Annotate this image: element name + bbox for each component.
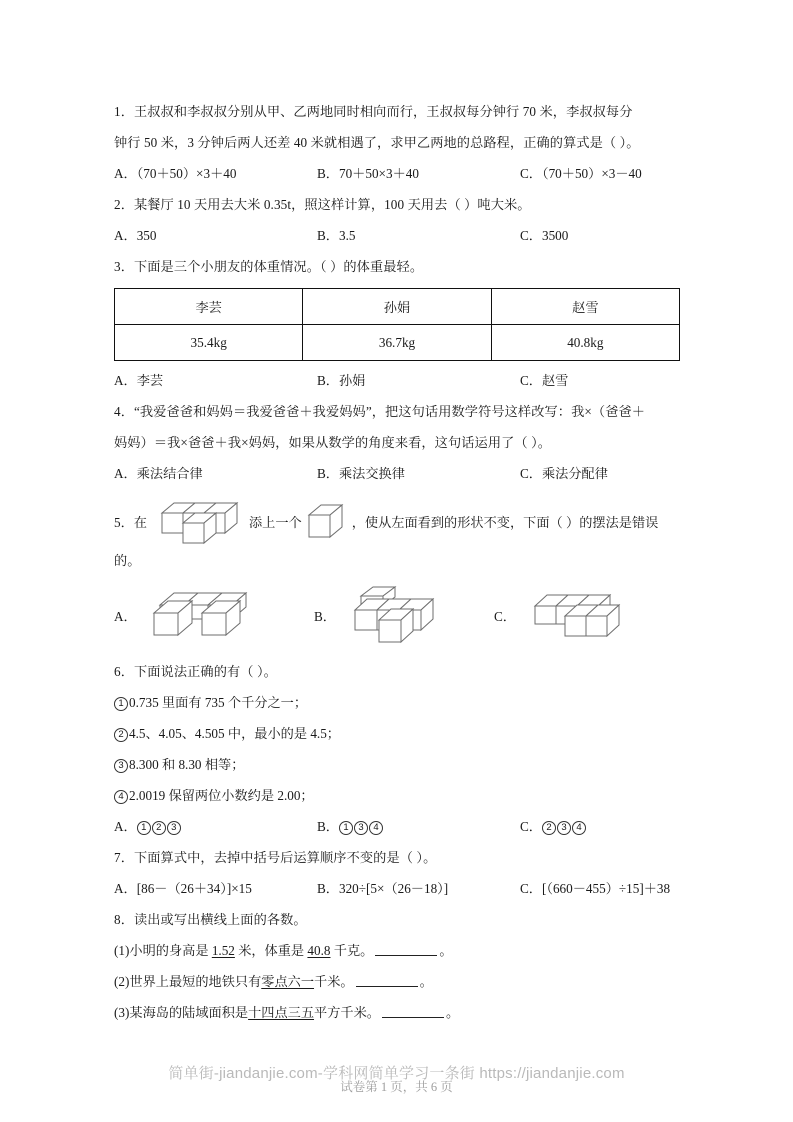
question-6-option-b-label: B． bbox=[317, 819, 339, 834]
question-7-option-b[interactable]: B．320÷[5×（26－18）] bbox=[317, 881, 449, 896]
question-5-stem-line2: 的。 bbox=[114, 553, 141, 568]
answer-blank[interactable] bbox=[382, 1005, 444, 1018]
question-2-option-a[interactable]: A．350 bbox=[114, 228, 157, 243]
question-7-options bbox=[114, 873, 680, 904]
question-6 bbox=[114, 656, 680, 842]
question-3 bbox=[114, 251, 680, 396]
question-1-option-b[interactable]: B．70＋50×3＋40 bbox=[317, 166, 419, 181]
table-row-names bbox=[115, 289, 680, 325]
circled-number-icon: 3 bbox=[354, 821, 368, 835]
single-cube-icon bbox=[305, 501, 349, 543]
question-8-subitem-1-underlined-2: 40.8 bbox=[307, 943, 331, 958]
question-6-stem: 6．下面说法正确的有（ ）。 bbox=[114, 664, 277, 679]
question-8-subitem-1-prefix: (1)小明的身高是 bbox=[114, 943, 212, 958]
question-8-subitem-3-underlined-1: 十四点三五 bbox=[248, 1005, 315, 1020]
question-6-item-1-text: 0.735 里面有 735 个千分之一； bbox=[129, 695, 308, 710]
question-1-stem-line1: 1．王叔叔和李叔叔分别从甲、乙两地同时相向而行，王叔叔每分钟行 70 米，李叔叔每分 bbox=[114, 104, 633, 119]
answer-blank[interactable] bbox=[375, 943, 437, 956]
question-4-stem-line1: 4．“我爱爸爸和妈妈＝我爱爸爸＋我爱妈妈”，把这句话用数学符号这样改写：我×（爸爸＋ bbox=[114, 404, 646, 419]
question-3-stem: 3．下面是三个小朋友的体重情况。（ ）的体重最轻。 bbox=[114, 259, 424, 274]
question-3-options bbox=[114, 365, 680, 396]
question-8-subitem-2 bbox=[114, 966, 680, 997]
question-6-option-c[interactable] bbox=[520, 811, 680, 842]
question-5-option-b[interactable] bbox=[314, 584, 494, 646]
question-6-options bbox=[114, 811, 680, 842]
question-1-option-a[interactable]: A．（70＋50）×3＋40 bbox=[114, 166, 237, 181]
answer-blank[interactable] bbox=[356, 974, 418, 987]
question-6-option-b[interactable] bbox=[317, 811, 520, 842]
question-8-subitem-2-underlined-1: 零点六一 bbox=[261, 974, 315, 989]
option-b-cube-figure-icon bbox=[345, 584, 455, 646]
question-2-option-b[interactable]: B．3.5 bbox=[317, 228, 356, 243]
question-4-option-b[interactable]: B．乘法交换律 bbox=[317, 466, 405, 481]
question-5-stem-suffix: ，使从左面看到的形状不变，下面（ ）的摆法是错误 bbox=[351, 514, 659, 530]
three-cube-l-shape-icon bbox=[150, 499, 246, 545]
circled-number-1-icon: 1 bbox=[114, 697, 128, 711]
question-8-subitem-3-tail: 。 bbox=[445, 1005, 460, 1020]
circled-number-icon: 3 bbox=[167, 821, 181, 835]
question-6-option-a[interactable] bbox=[114, 811, 317, 842]
table-cell-weight-1: 35.4kg bbox=[115, 325, 303, 361]
question-6-item-2 bbox=[114, 718, 680, 749]
question-5-option-c-label: C． bbox=[494, 608, 516, 624]
table-cell-name-1: 李芸 bbox=[115, 289, 303, 325]
question-8-subitem-2-prefix: (2)世界上最短的地铁只有 bbox=[114, 974, 262, 989]
question-8-subitem-1-tail: 。 bbox=[439, 943, 453, 958]
question-5-options bbox=[114, 584, 680, 646]
question-8-subitem-3 bbox=[114, 997, 680, 1028]
question-8-subitem-3-suffix: 平方千米。 bbox=[314, 1005, 380, 1020]
circled-number-icon: 3 bbox=[557, 821, 571, 835]
question-3-option-c[interactable]: C．赵雪 bbox=[520, 373, 569, 388]
question-2-stem: 2．某餐厅 10 天用去大米 0.35t，照这样计算，100 天用去（ ）吨大米。 bbox=[114, 197, 531, 212]
question-1-options bbox=[114, 158, 680, 189]
question-8-stem: 8．读出或写出横线上面的各数。 bbox=[114, 912, 307, 927]
footer-watermark: 简单街-jiandanjie.com-学科网简单学习一条街 https://jiandanjie.com bbox=[168, 1065, 625, 1082]
question-5-option-a[interactable] bbox=[114, 587, 314, 643]
footer-page-indicator: 试卷第 1 页，共 6 页 bbox=[340, 1080, 453, 1094]
question-8-subitem-1 bbox=[114, 935, 680, 966]
question-5-stem-mid: 添上一个 bbox=[248, 514, 302, 530]
question-3-option-b[interactable]: B．孙娟 bbox=[317, 373, 366, 388]
question-7-stem: 7．下面算式中，去掉中括号后运算顺序不变的是（ ）。 bbox=[114, 850, 437, 865]
option-c-cube-figure-icon bbox=[525, 588, 641, 642]
question-7-option-c[interactable]: C．[（660－455）÷15]＋38 bbox=[520, 881, 671, 896]
circled-number-icon: 4 bbox=[572, 821, 586, 835]
circled-number-icon: 4 bbox=[369, 821, 383, 835]
question-6-item-1 bbox=[114, 687, 680, 718]
option-a-cube-figure-icon bbox=[146, 587, 258, 643]
question-5-stem-row bbox=[114, 499, 680, 545]
table-row-weights bbox=[115, 325, 680, 361]
question-1-stem-line2: 钟行 50 米，3 分钟后两人还差 40 米就相遇了，求甲乙两地的总路程，正确的算式是（ ）。 bbox=[114, 135, 640, 150]
question-4 bbox=[114, 396, 680, 489]
question-4-stem-line2: 妈妈）＝我×爸爸＋我×妈妈，如果从数学的角度来看，这句话运用了（ ）。 bbox=[114, 435, 552, 450]
circled-number-icon: 1 bbox=[339, 821, 353, 835]
question-4-option-a[interactable]: A．乘法结合律 bbox=[114, 466, 203, 481]
question-8-subitem-1-mid: 米，体重是 bbox=[234, 943, 308, 958]
table-cell-name-2: 孙娟 bbox=[303, 289, 491, 325]
question-5-option-b-label: B． bbox=[314, 608, 336, 624]
circled-number-3-icon: 3 bbox=[114, 759, 128, 773]
question-8-subitem-3-prefix: (3)某海岛的陆域面积是 bbox=[114, 1005, 249, 1020]
question-2-option-c[interactable]: C．3500 bbox=[520, 228, 569, 243]
question-3-option-a[interactable]: A．李芸 bbox=[114, 373, 164, 388]
question-4-option-c[interactable]: C．乘法分配律 bbox=[520, 466, 608, 481]
question-4-options bbox=[114, 458, 680, 489]
question-5-option-a-label: A． bbox=[114, 608, 137, 624]
question-5-option-c[interactable] bbox=[494, 588, 680, 642]
circled-number-4-icon: 4 bbox=[114, 790, 128, 804]
table-cell-weight-2: 36.7kg bbox=[303, 325, 491, 361]
question-8-subitem-1-suffix: 千克。 bbox=[330, 943, 374, 958]
question-2-options bbox=[114, 220, 680, 251]
question-6-item-4-text: 2.0019 保留两位小数约是 2.00； bbox=[129, 788, 314, 803]
weights-table bbox=[114, 288, 680, 361]
table-cell-name-3: 赵雪 bbox=[491, 289, 679, 325]
question-1-option-c[interactable]: C．（70＋50）×3－40 bbox=[520, 166, 642, 181]
question-6-item-4 bbox=[114, 780, 680, 811]
circled-number-2-icon: 2 bbox=[114, 728, 128, 742]
question-6-item-2-text: 4.5、4.05、4.505 中，最小的是 4.5； bbox=[129, 726, 340, 741]
question-2 bbox=[114, 189, 680, 251]
question-5 bbox=[114, 499, 680, 646]
question-8-subitem-1-underlined-1: 1.52 bbox=[211, 943, 235, 958]
page-content bbox=[114, 96, 680, 1028]
question-8-subitem-2-suffix: 千米。 bbox=[314, 974, 354, 989]
question-7-option-a[interactable]: A．[86－（26＋34）]×15 bbox=[114, 881, 252, 896]
question-8-subitem-2-tail: 。 bbox=[419, 974, 433, 989]
question-6-option-c-label: C． bbox=[520, 819, 542, 834]
question-6-option-a-label: A． bbox=[114, 819, 137, 834]
circled-number-icon: 2 bbox=[542, 821, 556, 835]
question-5-stem-prefix: 5．在 bbox=[114, 514, 147, 530]
question-7 bbox=[114, 842, 680, 904]
circled-number-icon: 2 bbox=[152, 821, 166, 835]
question-6-item-3-text: 8.300 和 8.30 相等； bbox=[129, 757, 245, 772]
question-6-item-3 bbox=[114, 749, 680, 780]
circled-number-icon: 1 bbox=[137, 821, 151, 835]
question-8 bbox=[114, 904, 680, 1028]
table-cell-weight-3: 40.8kg bbox=[491, 325, 679, 361]
question-1 bbox=[114, 96, 680, 189]
